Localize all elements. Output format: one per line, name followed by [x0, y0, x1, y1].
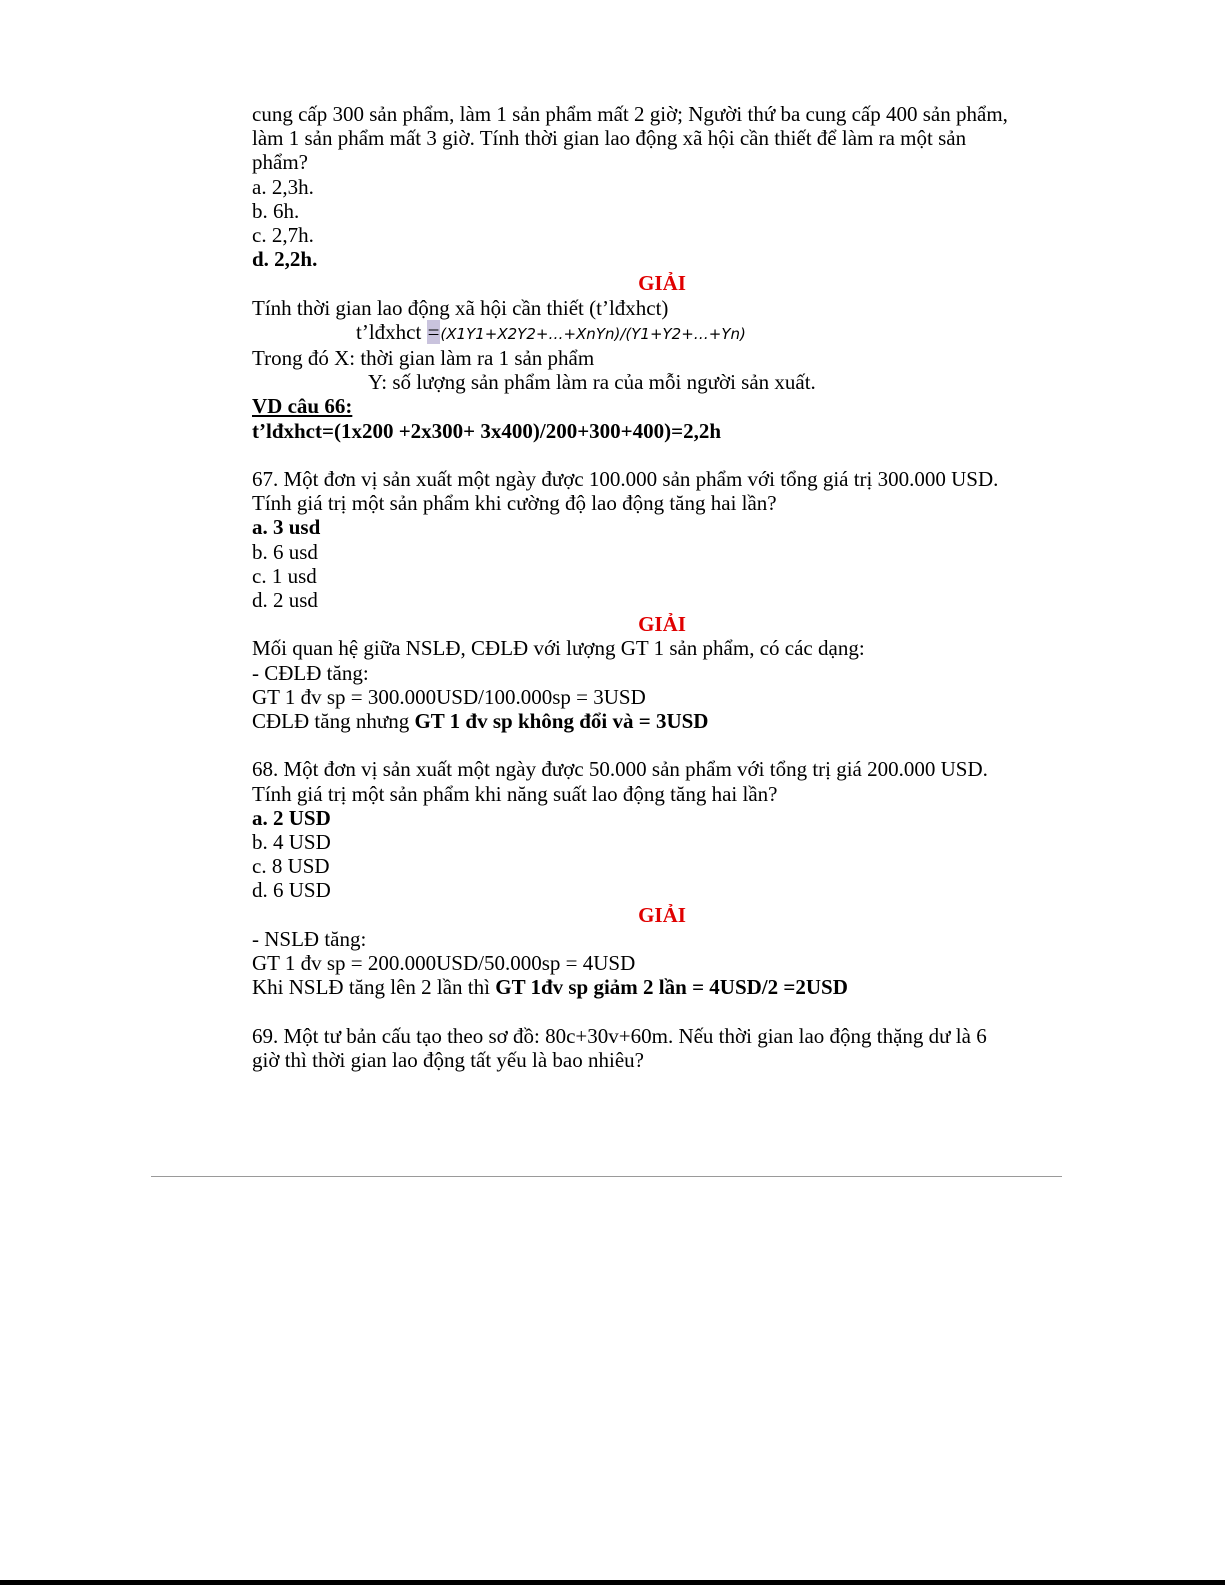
q68-solution-line-1: - NSLĐ tăng:: [252, 926, 367, 951]
q66-option-b: b. 6h.: [252, 198, 300, 223]
q67-solution-heading: GIẢI: [638, 612, 686, 637]
q68-solution-line-2: GT 1 đv sp = 200.000USD/50.000sp = 4USD: [252, 951, 636, 976]
q68-option-c: c. 8 USD: [252, 854, 330, 879]
q67-solution-line-2: - CĐLĐ tăng:: [252, 660, 369, 685]
q68-text-line-1: 68. Một đơn vị sản xuất một ngày được 50.000 sản phẩm với tổng trị giá 200.000 USD.: [252, 757, 988, 782]
q68-solution-line-3-text: Khi NSLĐ tăng lên 2 lần thì: [252, 975, 496, 1000]
q66-example-calc: t’lđxhct=(1x200 +2x300+ 3x400)/200+300+400)=2,2h: [252, 418, 722, 443]
formula-left: t’lđxhct: [356, 319, 427, 344]
q67-text-line-1: 67. Một đơn vị sản xuất một ngày được 100.000 sản phẩm với tổng giá trị 300.000 USD.: [252, 467, 999, 492]
q67-text-line-2: Tính giá trị một sản phẩm khi cường độ lao động tăng hai lần?: [252, 491, 777, 516]
q67-option-c: c. 1 usd: [252, 563, 317, 588]
q67-solution-line-1: Mối quan hệ giữa NSLĐ, CĐLĐ với lượng GT 1 sản phẩm, có các dạng:: [252, 636, 865, 661]
q66-solution-line-3: Y: số lượng sản phẩm làm ra của mỗi người sản xuất.: [368, 370, 816, 395]
q68-text-line-2: Tính giá trị một sản phẩm khi năng suất lao động tăng hai lần?: [252, 781, 778, 806]
q68-solution-line-3: [252, 975, 1072, 999]
q69-text-line-1: 69. Một tư bản cấu tạo theo sơ đồ: 80c+30v+60m. Nếu thời gian lao động thặng dư là 6: [252, 1023, 987, 1048]
q66-solution-line-1: Tính thời gian lao động xã hội cần thiết (t’lđxhct): [252, 295, 669, 320]
q67-solution-line-4-bold: GT 1 đv sp không đổi và = 3USD: [414, 709, 709, 734]
q66-option-c: c. 2,7h.: [252, 223, 314, 248]
q68-solution-heading: GIẢI: [638, 902, 686, 927]
q66-option-a: a. 2,3h.: [252, 174, 314, 199]
q66-formula: [252, 320, 1072, 346]
q68-solution-line-3-bold: GT 1đv sp giảm 2 lần = 4USD/2 =2USD: [495, 975, 848, 1000]
q68-option-b: b. 4 USD: [252, 830, 331, 855]
formula-equals: =: [427, 319, 440, 344]
q67-option-a-answer: a. 3 usd: [252, 515, 321, 540]
formula-expression: (X1Y1+X2Y2+…+XnYn)/(Y1+Y2+…+Yn): [440, 324, 746, 343]
q67-option-b: b. 6 usd: [252, 539, 318, 564]
q66-option-d-answer: d. 2,2h.: [252, 247, 318, 272]
q66-text-line-2: làm 1 sản phẩm mất 3 giờ. Tính thời gian lao động xã hội cần thiết để làm ra một sản: [252, 126, 967, 151]
q66-text-line-1: cung cấp 300 sản phẩm, làm 1 sản phẩm mất 2 giờ; Người thứ ba cung cấp 400 sản phẩm,: [252, 102, 1008, 126]
q66-solution-heading: GIẢI: [638, 271, 686, 296]
q66-text-line-3: phẩm?: [252, 150, 308, 175]
document-body: [252, 102, 1072, 1072]
q66-example-title: VD câu 66:: [252, 394, 353, 419]
q68-option-d: d. 6 USD: [252, 878, 331, 903]
q66-solution-line-2: Trong đó X: thời gian làm ra 1 sản phẩm: [252, 346, 595, 371]
page-divider: [151, 1176, 1062, 1177]
q67-option-d: d. 2 usd: [252, 588, 318, 613]
q68-option-a-answer: a. 2 USD: [252, 805, 331, 830]
page-bottom-edge: [0, 1580, 1225, 1585]
q67-solution-line-4: [252, 709, 1072, 733]
q69-text-line-2: giờ thì thời gian lao động tất yếu là bao nhiêu?: [252, 1047, 644, 1072]
q67-solution-line-4-text: CĐLĐ tăng nhưng: [252, 709, 415, 734]
q67-solution-line-3: GT 1 đv sp = 300.000USD/100.000sp = 3USD: [252, 684, 646, 709]
